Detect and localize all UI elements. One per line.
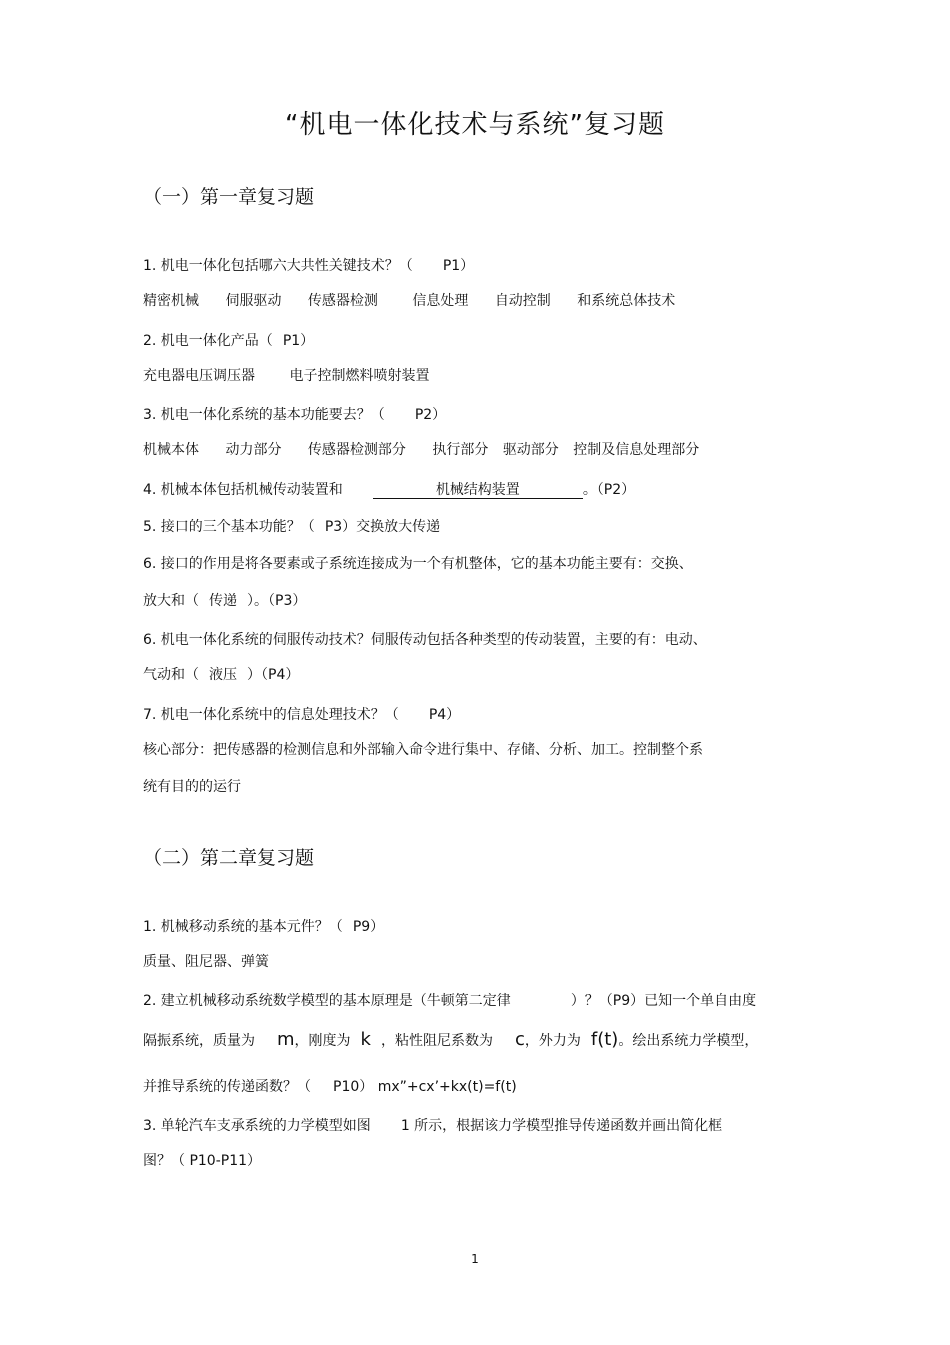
- question-text: 隔振系统，质量为: [143, 1033, 255, 1049]
- question-text: 2. 建立机械移动系统数学模型的基本原理是（牛顿第二定律: [143, 993, 511, 1009]
- answer-item: 驱动部分: [502, 442, 559, 458]
- answer-item: 自动控制: [494, 293, 551, 309]
- answer-1-3: [143, 439, 699, 459]
- answer-item: 精密机械: [143, 293, 199, 309]
- question-text: 3. 单轮汽车支承系统的力学模型如图: [143, 1118, 371, 1134]
- question-1-1: [143, 255, 474, 275]
- variable-c: c: [514, 1029, 525, 1050]
- page-ref: 。（P2）: [582, 482, 636, 498]
- answer-1-7-line2: 统有目的的运行: [143, 779, 241, 795]
- question-text: 2. 机电一体化产品（: [143, 333, 273, 349]
- answer-item: 信息处理: [412, 293, 469, 309]
- answer-item: 电子控制燃料喷射装置: [289, 368, 430, 384]
- answer-1-2: [143, 365, 429, 385]
- question-2-3-line2: 图？（ P10-P11）: [143, 1153, 262, 1169]
- fill-answer: 液压: [209, 667, 237, 683]
- answer-item: 伺服驱动: [225, 293, 282, 309]
- answer-item: 执行部分: [432, 442, 489, 458]
- page-ref: P9）: [352, 919, 385, 935]
- page-number: 1: [471, 1252, 479, 1266]
- variable-k: k: [360, 1029, 371, 1050]
- answer-item: 控制及信息处理部分: [573, 442, 700, 458]
- page-ref: P1）: [282, 333, 315, 349]
- question-text: 放大和（: [143, 593, 199, 609]
- answer-1-7-line1: 核心部分：把传感器的检测信息和外部输入命令进行集中、存储、分析、加工。控制整个系: [143, 742, 703, 758]
- answer-item: 传感器检测: [307, 293, 378, 309]
- question-text: 1 所示，根据该力学模型推导传递函数并画出简化框: [400, 1118, 723, 1134]
- page-ref: ）（P4）: [247, 667, 300, 683]
- question-text: ，粘性阻尼系数为: [380, 1033, 493, 1049]
- answer-item: 动力部分: [225, 442, 282, 458]
- question-text: 气动和（: [143, 667, 199, 683]
- question-1-6b-line1: 6. 机电一体化系统的伺服传动技术？伺服传动包括各种类型的传动装置，主要的有：电动、: [143, 632, 707, 648]
- page-ref: P10） mx”+cx’+kx(t)=f(t): [333, 1079, 517, 1095]
- question-text: 。绘出系统力学模型，: [618, 1033, 759, 1049]
- fill-answer: 传递: [209, 593, 237, 609]
- chapter-1-heading: （一）第一章复习题: [143, 186, 315, 208]
- answer-1-1: [143, 290, 675, 310]
- question-2-1: [143, 916, 384, 936]
- question-text: ，刚度为: [294, 1033, 351, 1049]
- question-1-5: [143, 516, 440, 536]
- question-text: 3. 机电一体化系统的基本功能要去？（: [143, 407, 385, 423]
- question-2-2-line2: [143, 1029, 758, 1050]
- chapter-2-heading: （二）第二章复习题: [143, 847, 315, 869]
- question-1-3: [143, 404, 446, 424]
- question-text: 并推导系统的传递函数？（: [143, 1079, 311, 1095]
- variable-m: m: [277, 1029, 295, 1050]
- answer-item: 和系统总体技术: [577, 293, 676, 309]
- question-1-4: [143, 479, 635, 499]
- question-1-6a-line2: [143, 590, 306, 610]
- question-1-6a-line1: 6. 接口的作用是将各要素或子系统连接成为一个有机整体，它的基本功能主要有：交换、: [143, 556, 693, 572]
- page-ref: P4）: [428, 707, 461, 723]
- page-ref: P1）: [442, 258, 475, 274]
- question-text: 1. 机械移动系统的基本元件？（: [143, 919, 343, 935]
- question-text: 1. 机电一体化包括哪六大共性关键技术？（: [143, 258, 413, 274]
- question-text: 7. 机电一体化系统中的信息处理技术？（: [143, 707, 399, 723]
- question-2-2-line3: [143, 1076, 517, 1096]
- answer-2-1: 质量、阻尼器、弹簧: [143, 954, 269, 970]
- question-text: 4. 机械本体包括机械传动装置和: [143, 482, 343, 498]
- question-2-3-line1: [143, 1115, 722, 1135]
- question-1-7: [143, 704, 460, 724]
- page-ref: ）。（P3）: [247, 593, 307, 609]
- page-ref: P2）: [414, 407, 447, 423]
- question-text: ）？（P9）已知一个单自由度: [570, 993, 757, 1009]
- fill-blank-answer: 机械结构装置: [373, 482, 583, 499]
- question-1-6b-line2: [143, 664, 299, 684]
- answer-item: 机械本体: [143, 442, 199, 458]
- question-text: ，外力为: [524, 1033, 581, 1049]
- answer-item: 充电器电压调压器: [143, 368, 255, 384]
- question-1-2: [143, 330, 314, 350]
- question-text: 5. 接口的三个基本功能？（: [143, 519, 315, 535]
- answer-item: 传感器检测部分: [307, 442, 406, 458]
- document-title: “机电一体化技术与系统”复习题: [285, 110, 665, 140]
- question-2-2-line1: [143, 990, 756, 1010]
- variable-f-t: f(t): [590, 1029, 619, 1050]
- page-ref: P3）交换放大传递: [324, 519, 441, 535]
